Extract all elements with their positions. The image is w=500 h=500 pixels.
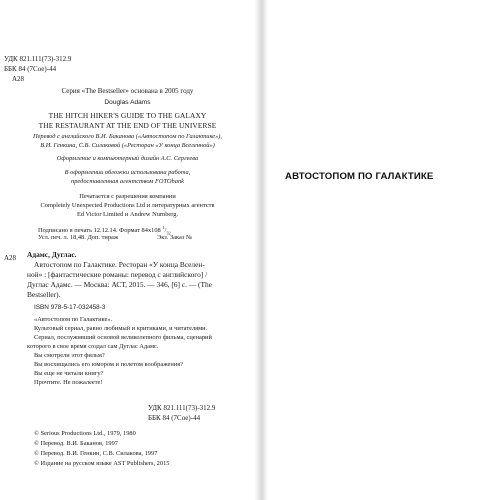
permission-line-2: Completely Unexpected Productions Ltd и литературных агентств [40,202,215,209]
copyright-line-3: © Перевод. В.И. Генкин, С.В. Силакова, 1997 [34,450,158,457]
udk-code-top: УДК 821.111(73)-312.9 [4,55,72,63]
catalog-line-2: Автостопом по Галактике. Ресторан «У конца Вселен- [34,260,205,269]
annotation-line-8: Прочтите. Не пожалеете! [34,379,103,386]
permission-line-3: Ed Victor Limited и Andrew Nurnberg. [76,211,179,218]
annotation-line-7: Вы еще не читали книгу? [34,370,104,377]
translators-line-2: В.И. Генкина, С.В. Силаковой («Ресторан «У конца Вселенной») [40,142,215,149]
catalog-line-3: ной» : [фантастические романы: перевод с английского] / [27,270,208,279]
annotation-line-6: Вы восхищались его юмором и полетом воображения? [34,361,183,368]
title-page [268,0,500,500]
udk-code-bottom: УДК 821.111(73)-312.9 [148,404,216,412]
design-credit: Оформление и компьютерный дизайн А.С. Сергеева [56,155,199,162]
author-original-name: Douglas Adams [104,99,151,106]
catalog-line-5: Bestseller). [27,290,61,299]
translators-line-1: Перевод с английского В.И. Баканова («Автостопом по Галактике»), [32,133,223,140]
isbn-number: ISBN 978-5-17-032458-3 [34,304,106,311]
print-sheets-info: Усл. печ. л. 18,48. Доп. тираж [38,234,119,241]
format-numerator: 1 [162,225,165,230]
series-note: Серия «The Bestseller» основана в 2005 году [61,87,194,95]
format-denominator: 32 [166,230,171,236]
copyright-line-1: © Serious Productions Ltd., 1979, 1980 [34,430,136,437]
annotation-line-2: Культовый сериал, равно любимый и критиками, и читателями. [34,325,208,332]
copyright-line-4: © Издание на русском языке AST Publishers, 2015 [34,460,170,467]
annotation-line-5: Вы смотрели этот фильм? [34,352,105,359]
annotation-line-4: которого в свое время создал сам Дуглас Адамс. [27,343,159,350]
bbk-code-top: ББК 84 (7Сое)-44 [4,65,57,73]
book-spine-gutter [254,0,268,500]
book-title: АВТОСТОПОМ ПО ГАЛАКТИКЕ [285,170,434,182]
catalog-line-4: Дуглас Адамс. — Москва: АСТ, 2015. — 346, [6] с. — (The [27,280,212,289]
annotation-line-3: Сериал, послуживший основой великолепного фильма, сценарий [34,334,212,341]
annotation-line-1: «Автостопом по Галактике». [34,316,113,323]
bbk-code-bottom: ББК 84 (7Сое)-44 [148,414,201,422]
print-signed-text: Подписано в печать 12.12.14. Формат 84х108 [38,227,163,235]
copyright-line-2: © Перевод. В.И. Баканов, 1997 [34,440,118,447]
author-mark-side: А28 [4,254,17,262]
cover-credit-line-2: предоставленная агентством FOTObank [71,178,184,185]
original-title-line-2: THE RESTAURANT AT THE END OF THE UNIVERSE [38,121,217,130]
cover-credit-line-1: В оформлении обложки использована работа, [64,169,191,176]
order-number: Экз. Заказ № [157,234,193,241]
original-title-line-1: THE HITCH HIKER'S GUIDE TO THE GALAXY [48,111,207,120]
print-signed-info: Подписано в печать 12.12.14. Формат 84х108 $^1/_{32}$ [38,225,171,236]
author-mark-top: А28 [12,75,25,83]
catalog-author: Адамс, Дуглас. [27,250,77,259]
permission-line-1: Печатается с разрешения компании [79,193,176,200]
